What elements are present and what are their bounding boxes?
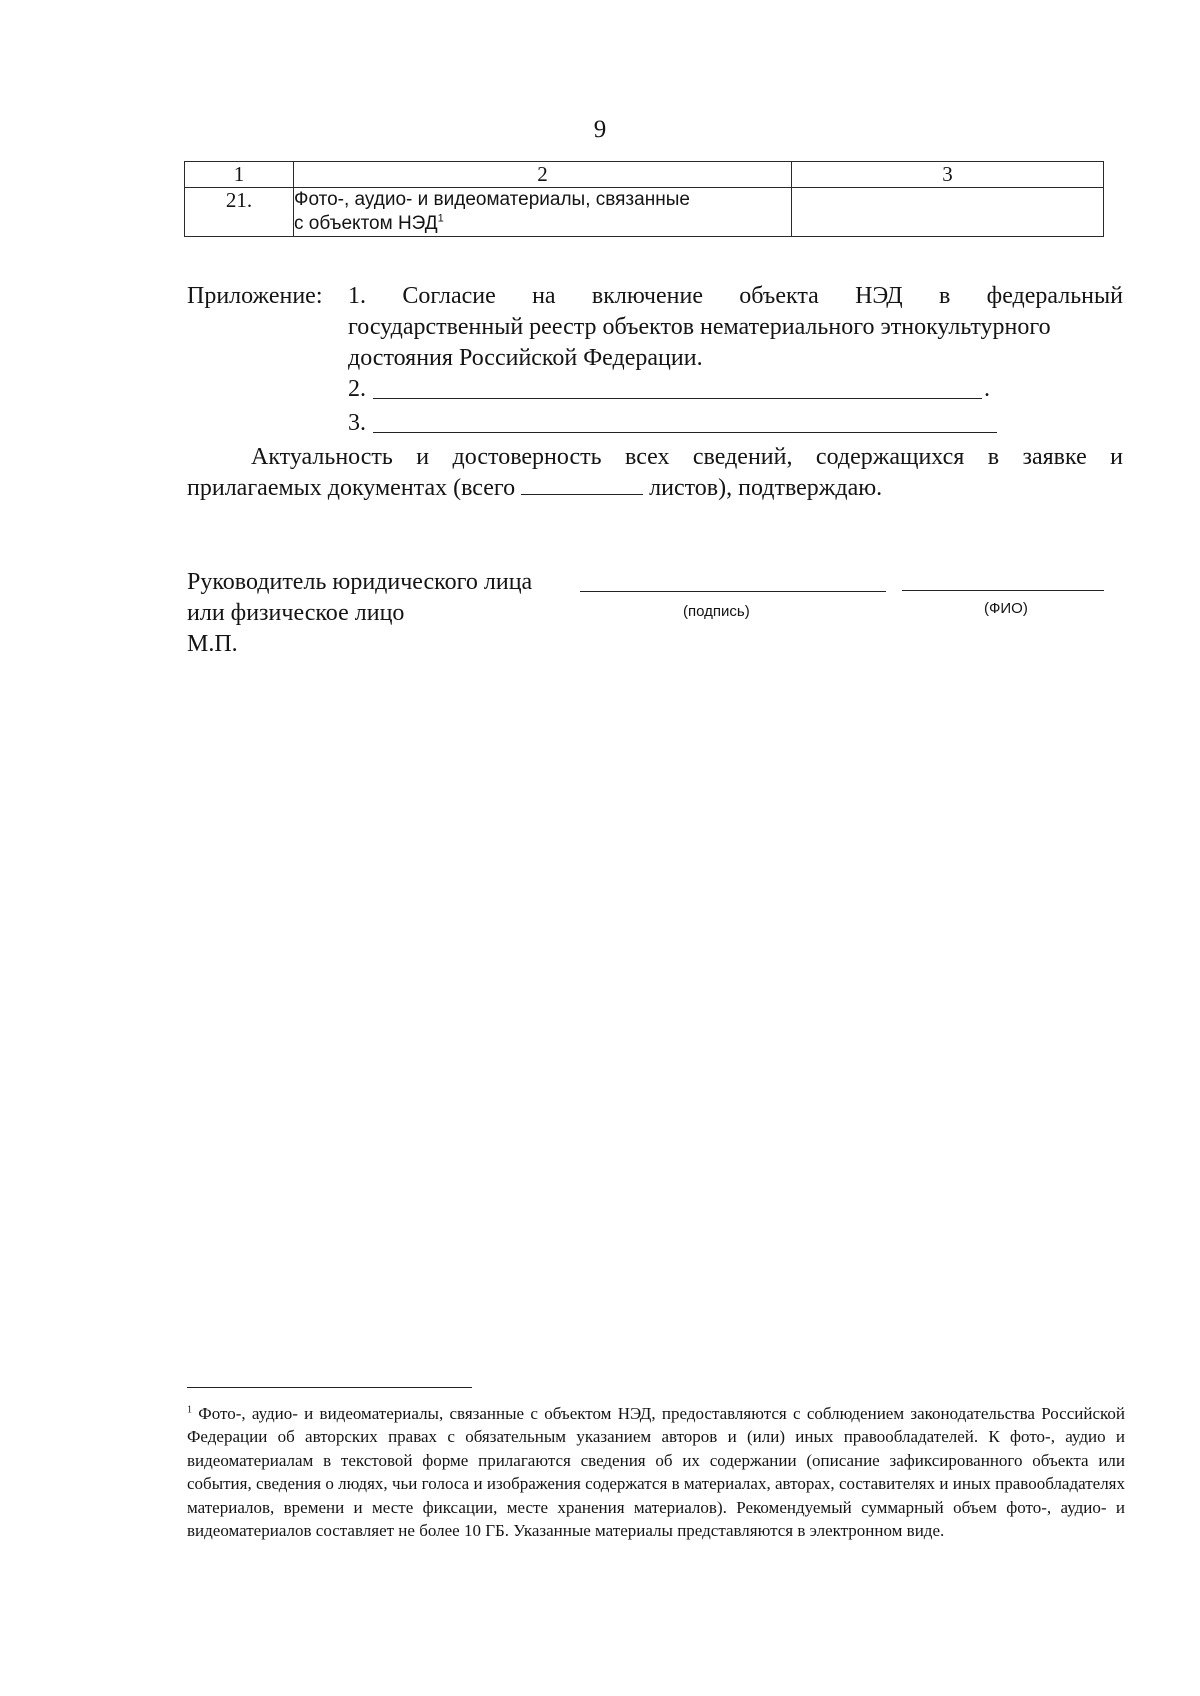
footnote-marker: 1 <box>187 1404 192 1416</box>
appendix-item-2-number: 2. <box>348 376 366 402</box>
sheets-count-blank[interactable] <box>521 494 643 495</box>
signatory-label-2: или физическое лицо <box>187 600 405 626</box>
declaration-text-start: прилагаемых документах (всего <box>187 475 516 501</box>
signature-caption: (подпись) <box>683 603 750 620</box>
table-header-row <box>185 162 1104 188</box>
appendix-item-3-number: 3. <box>348 410 366 436</box>
row-value-cell[interactable] <box>792 188 1104 237</box>
appendix-label: Приложение: <box>187 283 323 309</box>
declaration-line-1: Актуальность и достоверность всех сведений, содержащихся в заявке и <box>251 444 1123 470</box>
row-description <box>294 188 792 237</box>
declaration-text-end: листов), подтверждаю. <box>649 475 883 501</box>
appendix-item-1-line-3: достояния Российской Федерации. <box>348 345 703 371</box>
declaration-line-2 <box>187 475 1123 502</box>
appendix-item-1-line-1: 1. Согласие на включение объекта НЭД в федеральный <box>348 283 1123 309</box>
appendix-item-2-end: . <box>984 376 990 402</box>
full-name-caption: (ФИО) <box>984 600 1028 617</box>
row-description-line2: с объектом НЭД <box>294 213 438 234</box>
full-name-blank[interactable] <box>902 590 1104 591</box>
column-header: 2 <box>294 162 792 188</box>
page-number: 9 <box>593 116 607 143</box>
row-description-line1: Фото-, аудио- и видеоматериалы, связанные <box>294 189 690 210</box>
appendix-item-2-blank[interactable] <box>373 398 982 399</box>
footnote-text: Фото-, аудио- и видеоматериалы, связанные с объектом НЭД, предоставляются с соблюдением законодательства Российской Федерации об авторских правах с обязательным указанием авторов и (или) иных правообладателей. К фото-, аудио и видеоматериалам в текстовой форме прилагаются сведения об их содержании (описание зафиксированного объекта или события, сведения о людях, чьи голоса и изображения содержатся в материалах, авторах, составителях и иных правообладателях материалов, времени и месте фиксации, месте хранения материалов). Рекомендуемый суммарный объем фото-, аудио- и видеоматериалов составляет не более 10 ГБ. Указанные материалы представляются в электронном виде. <box>187 1404 1125 1541</box>
footnote <box>187 1402 1125 1542</box>
stamp-label: М.П. <box>187 631 238 657</box>
row-number: 21. <box>185 188 294 237</box>
appendix-item-3-blank[interactable] <box>373 432 997 433</box>
column-header: 3 <box>792 162 1104 188</box>
signatory-label-1: Руководитель юридического лица <box>187 569 533 595</box>
footnote-ref: 1 <box>437 212 444 225</box>
footnote-separator <box>187 1387 472 1388</box>
appendix-item-1-line-2: государственный реестр объектов нематериального этнокультурного <box>348 314 1051 340</box>
table-row <box>185 188 1104 237</box>
signature-blank[interactable] <box>580 591 886 592</box>
form-table <box>184 161 1104 237</box>
column-header: 1 <box>185 162 294 188</box>
